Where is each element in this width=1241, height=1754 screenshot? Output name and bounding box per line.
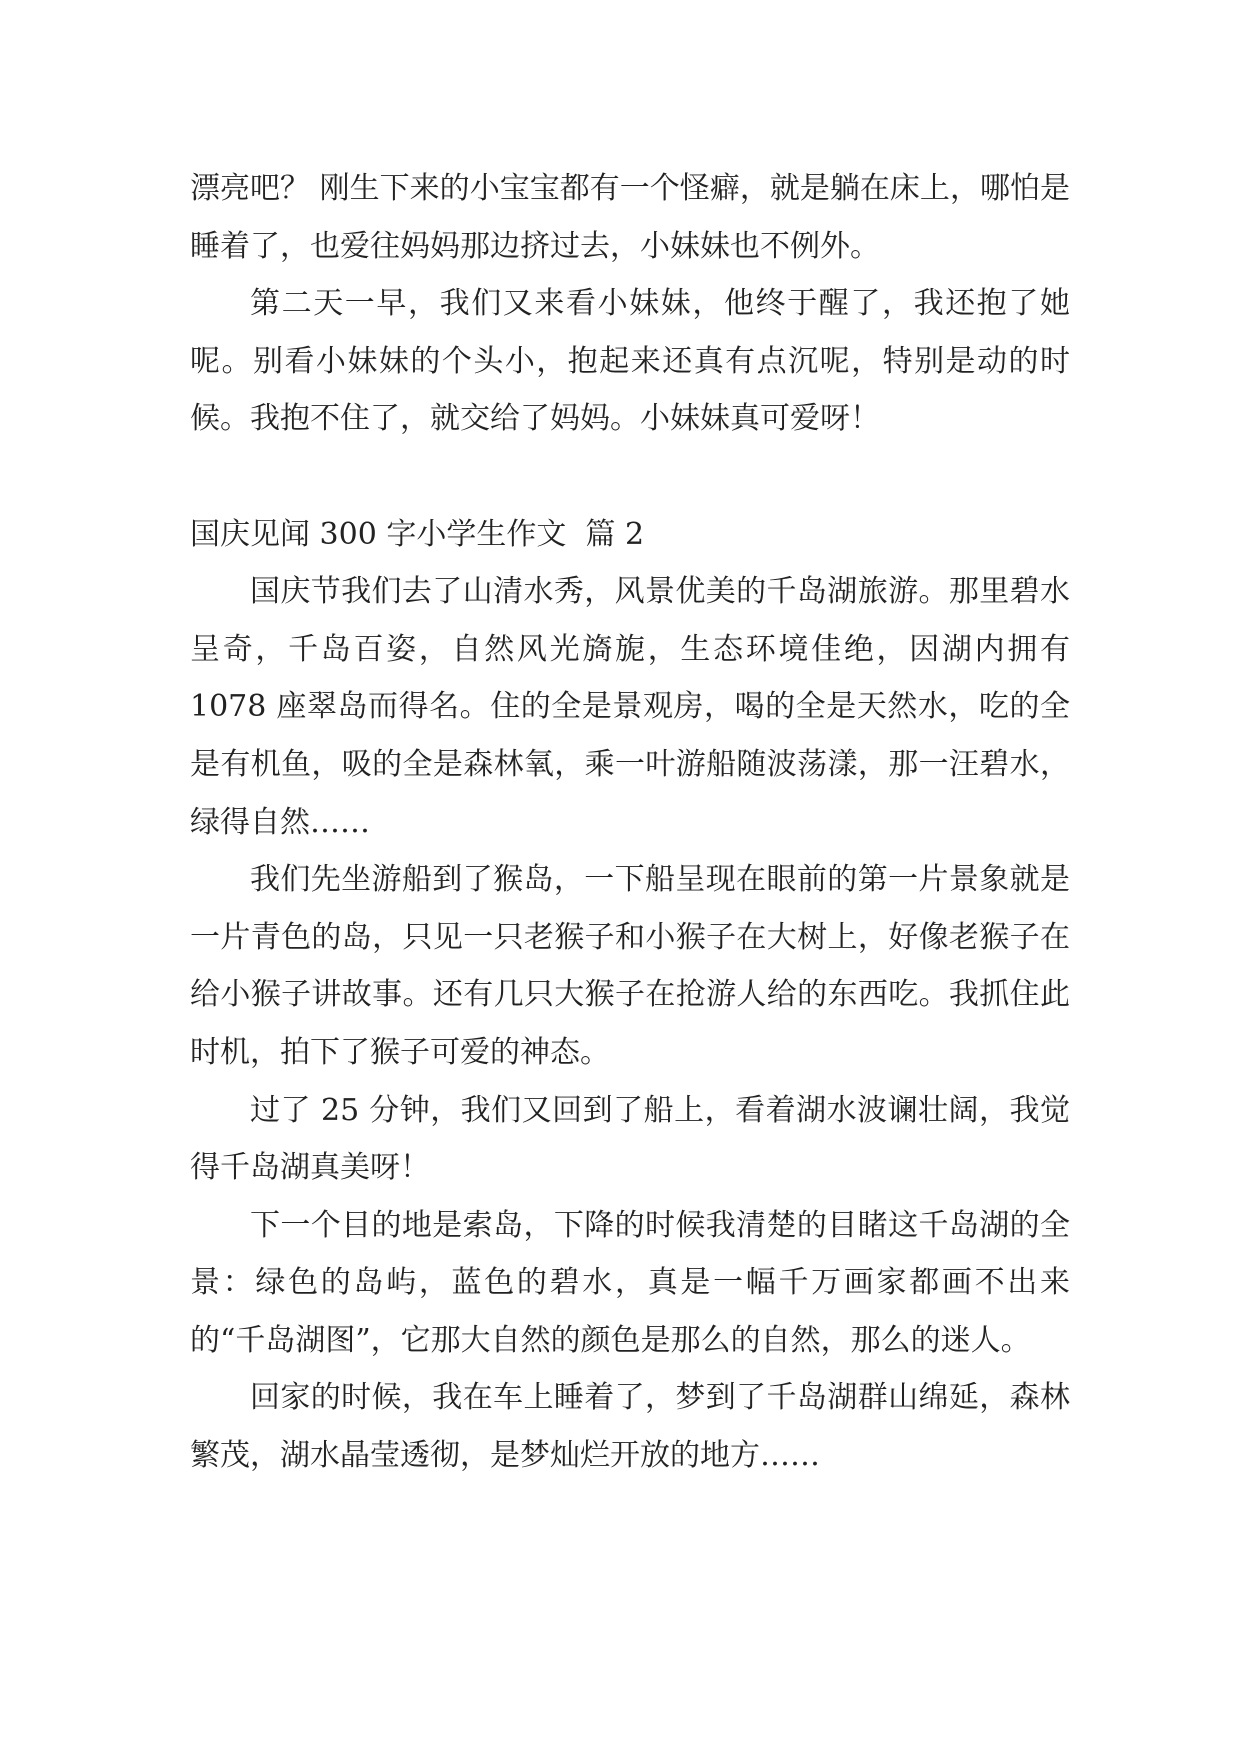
paragraph-national-day-trip: 国庆节我们去了山清水秀，风景优美的千岛湖旅游。那里碧水呈奇，千岛百姿，自然风光旖旎，生态环境佳绝，因湖内拥有 1078 座翠岛而得名。住的全是景观房，喝的全是天然水，吃的全是有机鱼，吸的全是森林氧，乘一叶游船随波荡漾，那一汪碧水，绿得自然…… — [190, 574, 1070, 840]
paragraph-monkey-island: 我们先坐游船到了猴岛，一下船呈现在眼前的第一片景象就是一片青色的岛，只见一只老猴子和小猴子在大树上，好像老猴子在给小猴子讲故事。还有几只大猴子在抢游人给的东西吃。我抓住此时机，拍下了猴子可爱的神态。 — [190, 862, 1070, 1070]
paragraph-suo-island: 下一个目的地是索岛，下降的时候我清楚的目睹这千岛湖的全景：绿色的岛屿，蓝色的碧水，真是一幅千万画家都画不出来的“千岛湖图”，它那大自然的颜色是那么的自然，那么的迷人。 — [190, 1207, 1070, 1358]
article-heading: 国庆见闻 300 字小学生作文 篇 2 — [190, 516, 645, 552]
paragraph-back-on-boat: 过了 25 分钟，我们又回到了船上，看着湖水波谰壮阔，我觉得千岛湖真美呀！ — [190, 1092, 1070, 1186]
article-body — [190, 160, 1070, 1485]
paragraph-continued: 漂亮吧？ 刚生下来的小宝宝都有一个怪癖，就是躺在床上，哪怕是睡着了，也爱往妈妈那边挤过去，小妹妹也不例外。 — [190, 171, 1070, 264]
paragraph-going-home: 回家的时候，我在车上睡着了，梦到了千岛湖群山绵延，森林繁茂，湖水晶莹透彻，是梦灿烂开放的地方…… — [190, 1380, 1070, 1474]
paragraph-second-day: 第二天一早，我们又来看小妹妹，他终于醒了，我还抱了她呢。别看小妹妹的个头小，抱起来还真有点沉呢，特别是动的时候。我抱不住了，就交给了妈妈。小妹妹真可爱呀！ — [190, 286, 1070, 437]
